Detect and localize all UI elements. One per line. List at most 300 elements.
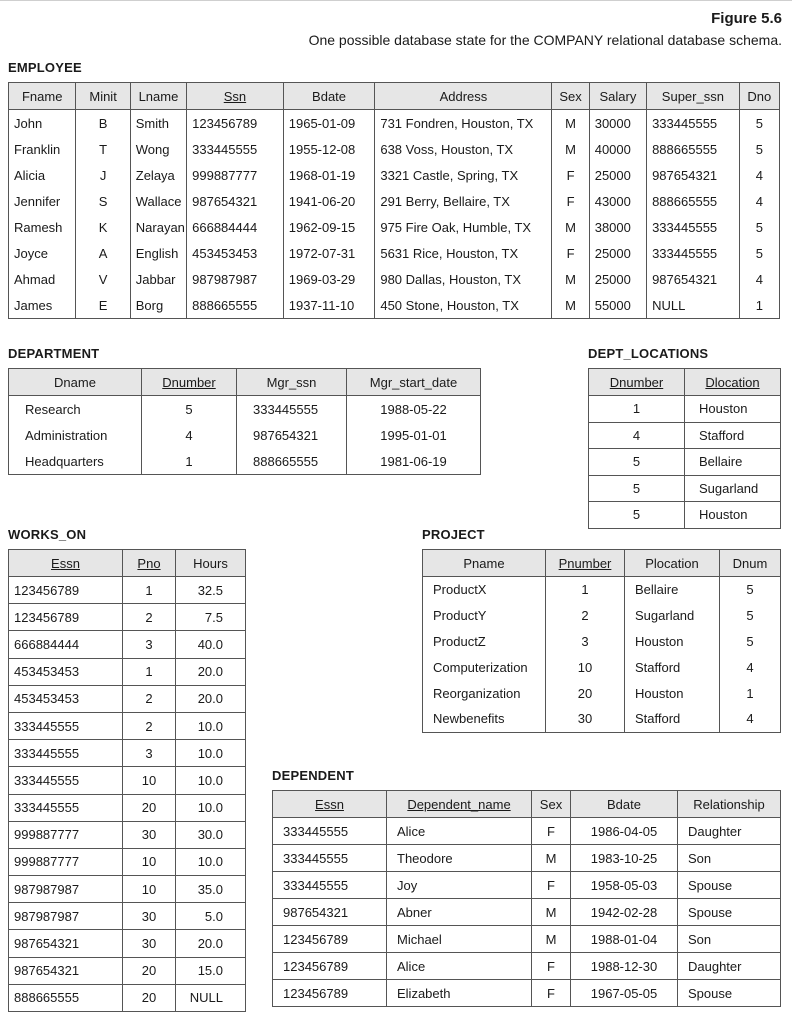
table-row — [9, 292, 780, 319]
column-header-dlocation — [685, 369, 781, 396]
table-row — [9, 876, 246, 903]
cell-address: 731 Fondren, Houston, TX — [375, 110, 552, 137]
cell-dno: 4 — [739, 188, 779, 214]
column-header-label: Plocation — [645, 555, 699, 571]
column-header-fname — [9, 83, 76, 110]
cell-lname: English — [130, 240, 186, 266]
table-row — [9, 794, 246, 821]
cell-hours: 10.0 — [176, 712, 246, 739]
cell-essn: 987654321 — [9, 930, 123, 957]
header-row — [9, 83, 780, 110]
cell-lname: Jabbar — [130, 266, 186, 292]
cell-essn: 987987987 — [9, 876, 123, 903]
cell-dno: 1 — [739, 292, 779, 319]
table-row — [273, 845, 781, 872]
cell-sex: F — [532, 980, 571, 1007]
cell-dname: Research — [9, 396, 142, 423]
table-row — [9, 685, 246, 712]
cell-essn: 987654321 — [273, 899, 387, 926]
cell-bdate: 1955-12-08 — [283, 136, 375, 162]
cell-minit: K — [76, 214, 130, 240]
table-row — [9, 767, 246, 794]
column-header-dependent-name — [387, 791, 532, 818]
column-header-label: Ssn — [223, 88, 247, 104]
table-row — [9, 740, 246, 767]
cell-lname: Wallace — [130, 188, 186, 214]
cell-super-ssn: 888665555 — [647, 136, 740, 162]
cell-sex: F — [552, 188, 589, 214]
cell-dno: 5 — [739, 110, 779, 137]
cell-salary: 55000 — [589, 292, 646, 319]
cell-essn: 123456789 — [9, 577, 123, 604]
column-header-address — [375, 83, 552, 110]
cell-pname: Reorganization — [423, 680, 546, 706]
cell-essn: 123456789 — [273, 980, 387, 1007]
table-row — [9, 984, 246, 1011]
column-header-label: Salary — [599, 88, 637, 104]
cell-ssn: 888665555 — [187, 292, 284, 319]
dependent-table — [272, 790, 781, 1007]
cell-mgr-start-date: 1995-01-01 — [347, 422, 481, 448]
table-row — [9, 577, 246, 604]
cell-pnumber: 2 — [546, 603, 625, 629]
cell-bdate: 1969-03-29 — [283, 266, 375, 292]
cell-hours: 10.0 — [176, 740, 246, 767]
table-row — [9, 162, 780, 188]
cell-hours: 35.0 — [176, 876, 246, 903]
cell-hours: 15.0 — [176, 957, 246, 984]
cell-pno: 2 — [123, 685, 176, 712]
header-row — [423, 550, 781, 577]
cell-pno: 30 — [123, 821, 176, 848]
cell-pno: 1 — [123, 658, 176, 685]
cell-pno: 10 — [123, 848, 176, 875]
table-row — [9, 240, 780, 266]
header-row — [273, 791, 781, 818]
cell-pnumber: 10 — [546, 654, 625, 680]
cell-super-ssn: 987654321 — [647, 266, 740, 292]
cell-plocation: Bellaire — [625, 577, 720, 603]
table-row — [9, 930, 246, 957]
cell-essn: 123456789 — [273, 953, 387, 980]
cell-relationship: Daughter — [678, 818, 781, 845]
cell-dnumber: 5 — [589, 449, 685, 476]
cell-mgr-start-date: 1988-05-22 — [347, 396, 481, 423]
cell-dnumber: 4 — [589, 422, 685, 449]
cell-plocation: Stafford — [625, 706, 720, 732]
table-row — [9, 214, 780, 240]
table-row — [9, 266, 780, 292]
project-table — [422, 549, 781, 733]
cell-ssn: 666884444 — [187, 214, 284, 240]
cell-essn: 123456789 — [9, 604, 123, 631]
cell-hours: 5.0 — [176, 903, 246, 930]
cell-pno: 30 — [123, 903, 176, 930]
column-header-label: Address — [439, 88, 488, 104]
cell-dependent-name: Theodore — [387, 845, 532, 872]
column-header-minit — [76, 83, 130, 110]
column-header-label: Fname — [21, 88, 63, 104]
cell-sex: F — [532, 953, 571, 980]
cell-bdate: 1967-05-05 — [571, 980, 678, 1007]
column-header-dnum — [720, 550, 781, 577]
cell-fname: Alicia — [9, 162, 76, 188]
cell-essn: 333445555 — [9, 767, 123, 794]
cell-pnumber: 1 — [546, 577, 625, 603]
cell-hours: 7.5 — [176, 604, 246, 631]
column-header-pname — [423, 550, 546, 577]
column-header-label: Hours — [193, 555, 228, 571]
cell-salary: 40000 — [589, 136, 646, 162]
cell-dnum: 5 — [720, 577, 781, 603]
cell-pno: 3 — [123, 740, 176, 767]
table-row — [423, 577, 781, 603]
cell-essn: 123456789 — [273, 926, 387, 953]
column-header-hours — [176, 550, 246, 577]
column-header-label: Lname — [138, 88, 179, 104]
cell-pname: ProductX — [423, 577, 546, 603]
cell-sex: M — [552, 214, 589, 240]
cell-sex: F — [532, 818, 571, 845]
cell-sex: M — [552, 136, 589, 162]
cell-plocation: Houston — [625, 680, 720, 706]
table-row — [273, 980, 781, 1007]
cell-dependent-name: Abner — [387, 899, 532, 926]
cell-salary: 25000 — [589, 162, 646, 188]
cell-pname: ProductY — [423, 603, 546, 629]
column-header-label: Dname — [54, 374, 96, 390]
column-header-relationship — [678, 791, 781, 818]
cell-sex: M — [552, 292, 589, 319]
cell-lname: Wong — [130, 136, 186, 162]
cell-dependent-name: Michael — [387, 926, 532, 953]
cell-sex: M — [532, 926, 571, 953]
table-row — [9, 631, 246, 658]
cell-pno: 2 — [123, 604, 176, 631]
cell-relationship: Son — [678, 845, 781, 872]
cell-sex: M — [532, 845, 571, 872]
cell-essn: 987654321 — [9, 957, 123, 984]
cell-essn: 666884444 — [9, 631, 123, 658]
cell-dnumber: 5 — [589, 502, 685, 529]
top-rule — [0, 0, 792, 1]
department-table — [8, 368, 481, 475]
cell-fname: James — [9, 292, 76, 319]
table-row — [9, 903, 246, 930]
cell-relationship: Spouse — [678, 899, 781, 926]
cell-relationship: Daughter — [678, 953, 781, 980]
column-header-ssn — [187, 83, 284, 110]
cell-address: 975 Fire Oak, Humble, TX — [375, 214, 552, 240]
column-header-label: Bdate — [607, 796, 641, 812]
cell-salary: 43000 — [589, 188, 646, 214]
cell-pno: 10 — [123, 767, 176, 794]
column-header-label: Pnumber — [558, 555, 612, 571]
column-header-label: Minit — [89, 88, 117, 104]
cell-salary: 38000 — [589, 214, 646, 240]
cell-dno: 5 — [739, 240, 779, 266]
cell-pno: 3 — [123, 631, 176, 658]
column-header-label: Mgr_start_date — [369, 374, 458, 390]
cell-super-ssn: 987654321 — [647, 162, 740, 188]
cell-pnumber: 20 — [546, 680, 625, 706]
dept-locations-title: DEPT_LOCATIONS — [588, 346, 709, 361]
cell-dnumber: 1 — [142, 448, 237, 475]
cell-pnumber: 3 — [546, 629, 625, 655]
cell-minit: E — [76, 292, 130, 319]
cell-sex: F — [552, 162, 589, 188]
dependent-title: DEPENDENT — [272, 768, 354, 783]
cell-lname: Smith — [130, 110, 186, 137]
cell-address: 291 Berry, Bellaire, TX — [375, 188, 552, 214]
cell-ssn: 987987987 — [187, 266, 284, 292]
cell-relationship: Son — [678, 926, 781, 953]
cell-pno: 20 — [123, 984, 176, 1011]
cell-address: 980 Dallas, Houston, TX — [375, 266, 552, 292]
table-row — [9, 110, 780, 137]
cell-salary: 25000 — [589, 266, 646, 292]
table-row — [9, 448, 481, 475]
column-header-sex — [552, 83, 589, 110]
employee-title: EMPLOYEE — [8, 60, 82, 75]
cell-essn: 453453453 — [9, 658, 123, 685]
table-row — [589, 396, 781, 423]
cell-essn: 453453453 — [9, 685, 123, 712]
cell-mgr-ssn: 333445555 — [237, 396, 347, 423]
table-row — [589, 422, 781, 449]
cell-address: 638 Voss, Houston, TX — [375, 136, 552, 162]
cell-bdate: 1968-01-19 — [283, 162, 375, 188]
cell-sex: M — [532, 899, 571, 926]
cell-dlocation: Stafford — [685, 422, 781, 449]
column-header-label: Mgr_ssn — [266, 374, 317, 390]
cell-pno: 10 — [123, 876, 176, 903]
cell-dlocation: Bellaire — [685, 449, 781, 476]
cell-sex: F — [532, 872, 571, 899]
cell-dependent-name: Alice — [387, 818, 532, 845]
table-row — [9, 712, 246, 739]
cell-relationship: Spouse — [678, 872, 781, 899]
cell-dependent-name: Alice — [387, 953, 532, 980]
table-row — [589, 502, 781, 529]
cell-hours: 10.0 — [176, 767, 246, 794]
table-row — [423, 603, 781, 629]
column-header-label: Essn — [51, 555, 80, 571]
dept-locations-table — [588, 368, 781, 529]
cell-essn: 333445555 — [273, 818, 387, 845]
figure-label: Figure 5.6 — [711, 10, 782, 27]
cell-plocation: Sugarland — [625, 603, 720, 629]
figure-caption: One possible database state for the COMPANY relational database schema. — [308, 32, 782, 48]
column-header-lname — [130, 83, 186, 110]
column-header-plocation — [625, 550, 720, 577]
column-header-label: Dependent_name — [407, 796, 511, 812]
table-row — [273, 872, 781, 899]
cell-hours: 10.0 — [176, 848, 246, 875]
cell-fname: John — [9, 110, 76, 137]
cell-fname: Franklin — [9, 136, 76, 162]
column-header-label: Dlocation — [705, 374, 760, 390]
column-header-label: Dnumber — [609, 374, 664, 390]
table-row — [423, 680, 781, 706]
cell-essn: 333445555 — [9, 712, 123, 739]
column-header-super-ssn — [647, 83, 740, 110]
cell-dependent-name: Elizabeth — [387, 980, 532, 1007]
cell-pname: ProductZ — [423, 629, 546, 655]
cell-bdate: 1942-02-28 — [571, 899, 678, 926]
column-header-label: Pname — [463, 555, 505, 571]
column-header-label: Dno — [747, 88, 772, 104]
works-on-table — [8, 549, 246, 1012]
cell-minit: S — [76, 188, 130, 214]
table-row — [9, 957, 246, 984]
cell-address: 5631 Rice, Houston, TX — [375, 240, 552, 266]
column-header-bdate — [283, 83, 375, 110]
cell-mgr-start-date: 1981-06-19 — [347, 448, 481, 475]
table-row — [9, 396, 481, 423]
cell-sex: M — [552, 266, 589, 292]
cell-ssn: 453453453 — [187, 240, 284, 266]
cell-dnumber: 5 — [142, 396, 237, 423]
table-row — [423, 706, 781, 732]
cell-bdate: 1937-11-10 — [283, 292, 375, 319]
column-header-mgr-start-date — [347, 369, 481, 396]
cell-plocation: Stafford — [625, 654, 720, 680]
cell-salary: 30000 — [589, 110, 646, 137]
cell-hours: 10.0 — [176, 794, 246, 821]
cell-bdate: 1958-05-03 — [571, 872, 678, 899]
cell-fname: Ramesh — [9, 214, 76, 240]
cell-mgr-ssn: 987654321 — [237, 422, 347, 448]
table-row — [9, 848, 246, 875]
cell-dnumber: 4 — [142, 422, 237, 448]
column-header-label: Dnumber — [162, 374, 216, 390]
cell-address: 450 Stone, Houston, TX — [375, 292, 552, 319]
cell-essn: 888665555 — [9, 984, 123, 1011]
column-header-pno — [123, 550, 176, 577]
cell-dlocation: Houston — [685, 396, 781, 423]
cell-hours: NULL — [176, 984, 246, 1011]
cell-fname: Jennifer — [9, 188, 76, 214]
header-row — [9, 550, 246, 577]
table-row — [273, 953, 781, 980]
column-header-dno — [739, 83, 779, 110]
cell-lname: Zelaya — [130, 162, 186, 188]
column-header-essn — [273, 791, 387, 818]
cell-ssn: 987654321 — [187, 188, 284, 214]
cell-dnumber: 5 — [589, 475, 685, 502]
cell-dnum: 4 — [720, 654, 781, 680]
column-header-label: Essn — [315, 796, 344, 812]
cell-super-ssn: 888665555 — [647, 188, 740, 214]
cell-pnumber: 30 — [546, 706, 625, 732]
cell-pno: 20 — [123, 957, 176, 984]
cell-hours: 30.0 — [176, 821, 246, 848]
cell-dependent-name: Joy — [387, 872, 532, 899]
cell-essn: 999887777 — [9, 821, 123, 848]
column-header-dnumber — [589, 369, 685, 396]
cell-hours: 20.0 — [176, 930, 246, 957]
column-header-label: Relationship — [693, 796, 765, 812]
cell-dname: Headquarters — [9, 448, 142, 475]
column-header-dnumber — [142, 369, 237, 396]
cell-address: 3321 Castle, Spring, TX — [375, 162, 552, 188]
table-row — [423, 654, 781, 680]
column-header-label: Pno — [137, 555, 161, 571]
column-header-essn — [9, 550, 123, 577]
cell-essn: 333445555 — [273, 872, 387, 899]
table-row — [273, 899, 781, 926]
column-header-mgr-ssn — [237, 369, 347, 396]
cell-dnum: 1 — [720, 680, 781, 706]
cell-essn: 999887777 — [9, 848, 123, 875]
cell-lname: Narayan — [130, 214, 186, 240]
column-header-label: Sex — [559, 88, 582, 104]
cell-dnum: 5 — [720, 603, 781, 629]
cell-bdate: 1988-12-30 — [571, 953, 678, 980]
cell-bdate: 1972-07-31 — [283, 240, 375, 266]
cell-bdate: 1986-04-05 — [571, 818, 678, 845]
cell-pno: 1 — [123, 577, 176, 604]
cell-dname: Administration — [9, 422, 142, 448]
column-header-dname — [9, 369, 142, 396]
cell-sex: M — [552, 110, 589, 137]
cell-ssn: 333445555 — [187, 136, 284, 162]
column-header-sex — [532, 791, 571, 818]
cell-dnum: 4 — [720, 706, 781, 732]
cell-bdate: 1988-01-04 — [571, 926, 678, 953]
header-row — [589, 369, 781, 396]
cell-dno: 4 — [739, 266, 779, 292]
cell-hours: 32.5 — [176, 577, 246, 604]
table-row — [9, 821, 246, 848]
cell-essn: 987987987 — [9, 903, 123, 930]
table-row — [9, 136, 780, 162]
cell-hours: 20.0 — [176, 685, 246, 712]
column-header-label: Super_ssn — [661, 88, 724, 104]
cell-super-ssn: 333445555 — [647, 110, 740, 137]
cell-pno: 2 — [123, 712, 176, 739]
column-header-pnumber — [546, 550, 625, 577]
cell-hours: 40.0 — [176, 631, 246, 658]
cell-essn: 333445555 — [9, 740, 123, 767]
cell-super-ssn: 333445555 — [647, 240, 740, 266]
cell-dno: 4 — [739, 162, 779, 188]
cell-bdate: 1941-06-20 — [283, 188, 375, 214]
cell-mgr-ssn: 888665555 — [237, 448, 347, 475]
cell-fname: Ahmad — [9, 266, 76, 292]
table-row — [589, 449, 781, 476]
column-header-salary — [589, 83, 646, 110]
cell-minit: J — [76, 162, 130, 188]
table-row — [423, 629, 781, 655]
cell-plocation: Houston — [625, 629, 720, 655]
cell-dnum: 5 — [720, 629, 781, 655]
project-title: PROJECT — [422, 527, 485, 542]
cell-minit: T — [76, 136, 130, 162]
cell-ssn: 123456789 — [187, 110, 284, 137]
cell-minit: A — [76, 240, 130, 266]
cell-super-ssn: 333445555 — [647, 214, 740, 240]
employee-table — [8, 82, 780, 319]
table-row — [589, 475, 781, 502]
column-header-bdate — [571, 791, 678, 818]
column-header-label: Dnum — [732, 555, 768, 571]
cell-pno: 30 — [123, 930, 176, 957]
cell-essn: 333445555 — [273, 845, 387, 872]
cell-hours: 20.0 — [176, 658, 246, 685]
cell-bdate: 1965-01-09 — [283, 110, 375, 137]
